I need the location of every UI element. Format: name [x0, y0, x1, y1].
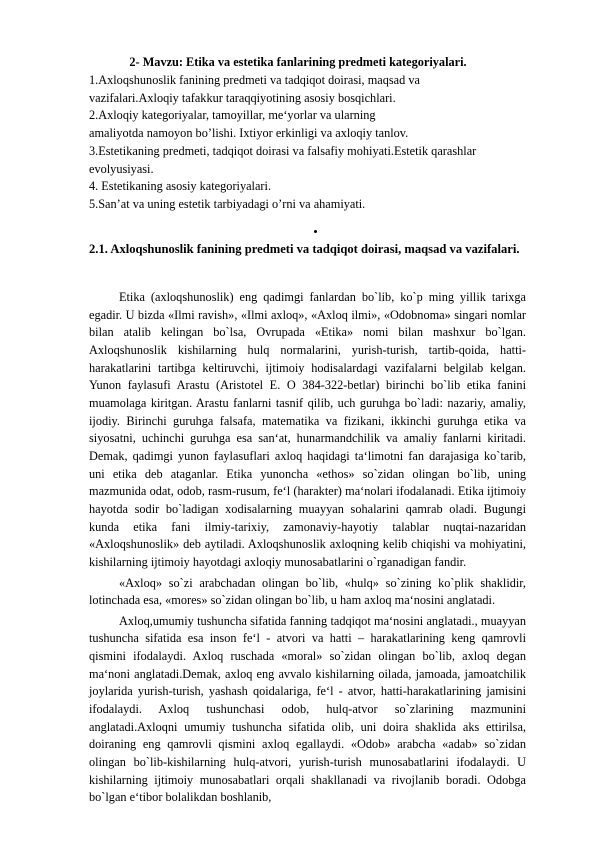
- plan-line: vazifalari.Axloqiy tafakkur taraqqiyotining asosiy bosqichlari.: [89, 90, 396, 105]
- body-text: [89, 289, 526, 810]
- paragraph: Etika (axloqshunoslik) eng qadimgi fanlardan bo`lib, ko`p ming yillik tarixga egadir. U bizda «Ilmi ravish», «Ilmi axloq», «Axloq ilmi», «Odobnoma» singari nomlar bilan atalib kelingan bo`lsa, Ovrupada «Etika» nomi bilan mashxur bo`lgan. Axloqshunoslik kishilarning hulq normalarini, yurish-turish, tartib-qoida, hatti-harakatlarini tartibga keltiruvchi, ijtimoiy hodisalardagi vazifalarni belgilab kelgan. Yunon faylasufi Arastu (Aristotel E. O 384-322-betlar) birinchi bo`lib etika fanini muamolaga kiritgan. Arastu fanlarni tasnif qilib, uch guruhga bo`ladi: nazariy, amaliy, ijodiy. Birinchi guruhga falsafa, matematika va fizikani, ikkinchi guruhga etika va siyosatni, uchinchi guruhga esa san‘at, hunarmandchilik va amaliy fanlarni kiritadi. Demak, qadimgi yunon faylasuflari axloq haqidagi ta‘limotni fan darajasiga ko`tarib, uni etika deb ataganlar. Etika yunoncha «ethos» so`zidan olingan bo`lib, uning mazmunida odat, odob, rasm-rusum, fe‘l (harakter) ma‘nolari ifodalanadi. Etika ijtimoiy hayotda sodir bo`ladigan xodisalarning muayyan sohalarini qamrab oladi. Bugungi kunda etika fani ilmiy-tarixiy, zamonaviy-hayotiy talablar nuqtai-nazaridan «Axloqshunoslik» deb aytiladi. Axloqshunoslik axloqning kelib chiqishi va mohiyatini, kishilarning ijtimoiy hayotdagi axloqiy munosabatlarini o`rganadigan fandir.: [89, 290, 526, 569]
- plan-line: evolyusiyasi.: [89, 161, 154, 176]
- section-heading: 2.1. Axloqshunoslik fanining predmeti va tadqiqot doirasi, maqsad va vazifalari.: [89, 242, 520, 256]
- plan-line: 3.Estetikaning predmeti, tadqiqot doirasi va falsafiy mohiyati.Estetik qarashlar: [89, 143, 477, 158]
- plan-line: 4. Estetikaning asosiy kategoriyalari.: [89, 179, 272, 194]
- paragraph: Axloq,umumiy tushuncha sifatida fanning tadqiqot ma‘nosini anglatadi., muayyan tushuncha sifatida esa inson fe‘l - atvori va hatti – harakatlarining keng qamrovli qismini ifodalaydi. Axloq ruschada «moral» so`zidan olingan bo`lib, axloq degan ma‘noni anglatadi.Demak, axloq eng avvalo kishilarning oilada, jamoada, jamoatchilik joylarida yurish-turish, yashash qoidalariga, fe‘l - atvor, hatti-harakatlarining jamisini ifodalaydi. Axloq tushunchasi odob, hulq-atvor so`zlarining mazmunini anglatadi.Axloqni umumiy tushuncha sifatida olib, uni doira shaklida aks ettirilsa, doiraning eng qamrovli qismini axloq egallaydi. «Odob» arabcha «adab» so`zidan olingan bo`lib-kishilarning hulq-atvori, yurish-turish munosabatlarini ifodalaydi. U kishilarning ijtimoiy munosabatlari orqali shakllanadi va rivojlanib boradi. Odobga bo`lgan e‘tibor bolalikdan boshlanib,: [89, 613, 526, 805]
- plan-line: 2.Axloqiy kategoriyalar, tamoyillar, me‘yorlar va ularning: [89, 108, 376, 123]
- bullet-dot: [314, 230, 317, 233]
- plan-line: 5.San’at va uning estetik tarbiyadagi o’rni va ahamiyati.: [89, 196, 366, 211]
- plan-line: 1.Axloqshunoslik fanining predmeti va tadqiqot doirasi, maqsad va: [89, 73, 420, 87]
- plan-line: amaliyotda namoyon bo’lishi. Ixtiyor erkinligi va axloqiy tanlov.: [89, 126, 409, 141]
- page-title: 2- Mavzu: Etika va estetika fanlarining predmeti kategoriyalari.: [129, 55, 467, 69]
- paragraph: «Axloq» so`zi arabchadan olingan bo`lib, «hulq» so`zining ko`plik shaklidir, lotinchada esa, «mores» so`zidan olingan bo`lib, u ham axloq ma‘nosini anglatadi.: [89, 575, 526, 608]
- topic-plan: [89, 72, 529, 214]
